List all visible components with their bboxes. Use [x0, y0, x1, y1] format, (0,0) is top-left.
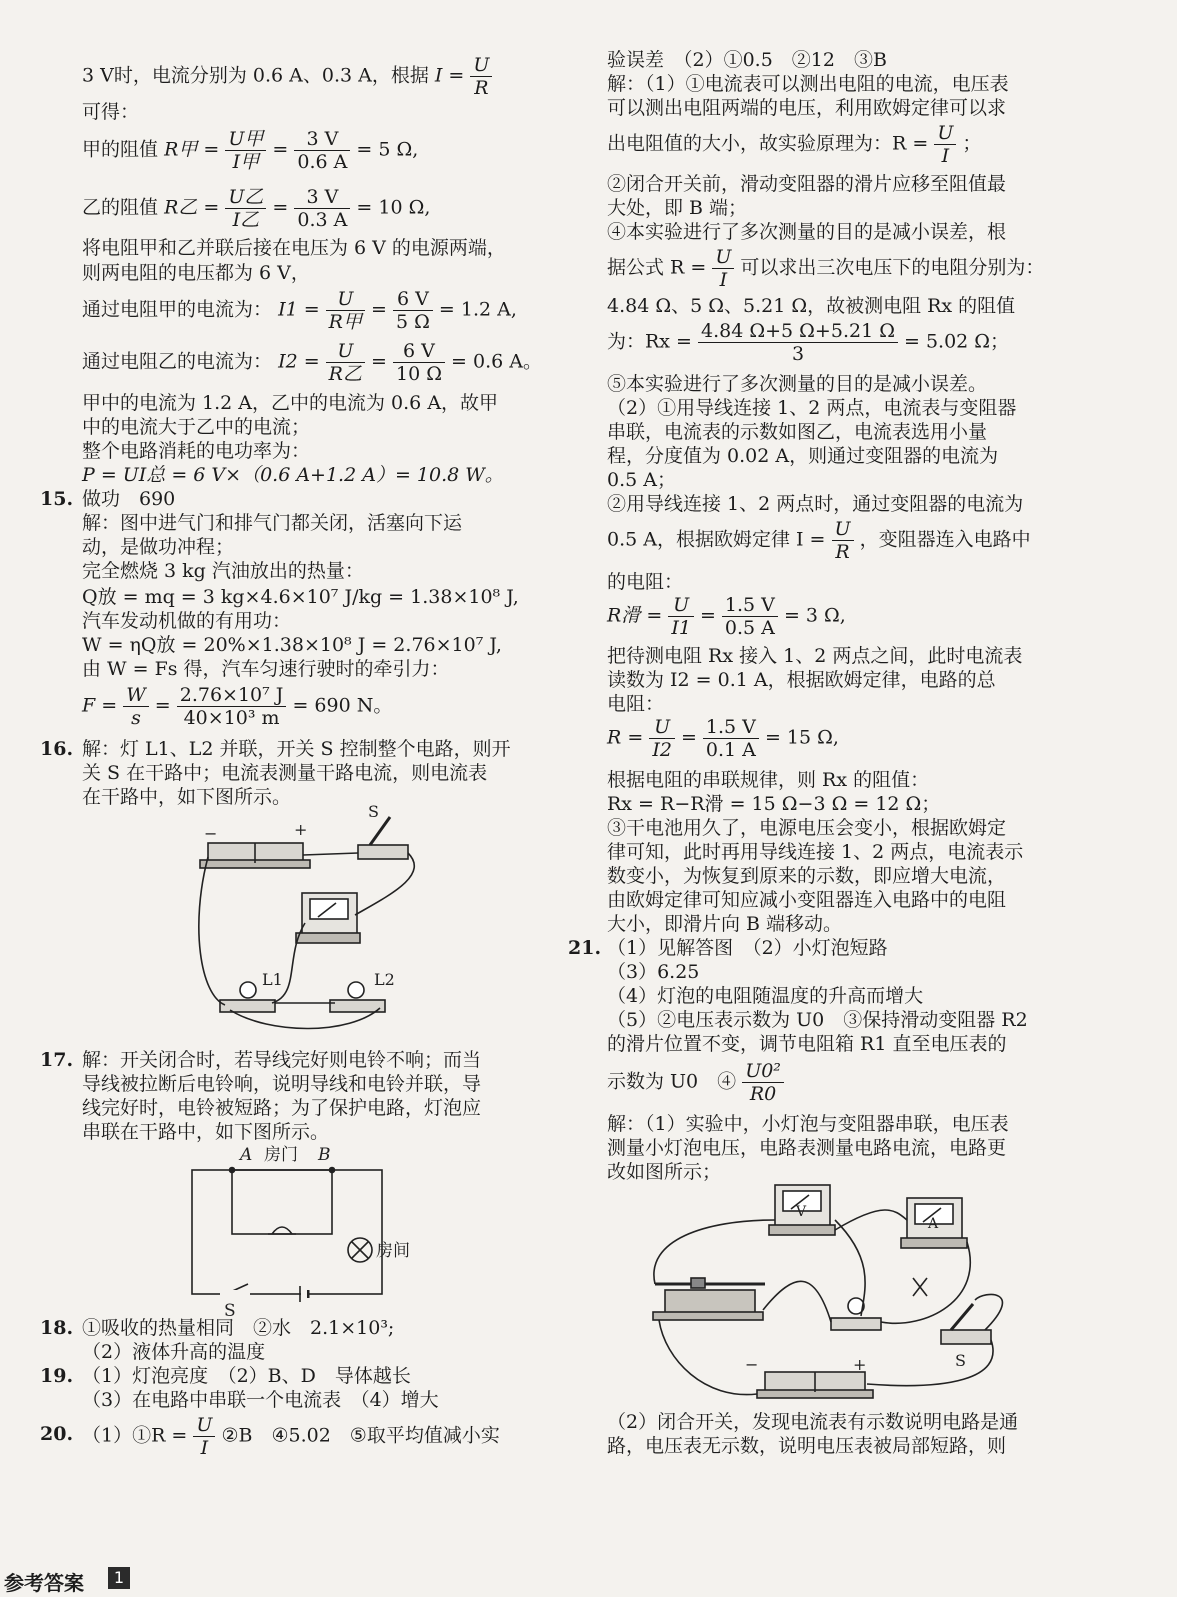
text-line: ④本实验进行了多次测量的目的是减小误差，根 — [607, 221, 1007, 243]
text-line: 路，电压表无示数，说明电压表被局部短路，则 — [607, 1435, 1007, 1457]
plus-label: + — [853, 1355, 867, 1374]
text-line: 解：（1）实验中，小灯泡与变阻器串联，电压表 — [607, 1113, 1009, 1135]
formula-line: 据公式 R = $\frac{U}{I}$ 可以求出三次电压下的电阻分别为： — [607, 246, 1045, 291]
text-line: 解：（1）①电流表可以测出电阻的电流，电压表 — [607, 73, 1009, 95]
point-b-label: B — [318, 1145, 331, 1165]
text-line: 0.5 A； — [607, 469, 676, 491]
text-line: 电阻： — [607, 693, 665, 715]
answer-line: ①吸收的热量相同 ②水 2.1×10³; — [82, 1317, 395, 1339]
door-label: 房门 — [264, 1145, 298, 1165]
room-label: 房间 — [376, 1241, 410, 1261]
voltmeter-label: V — [796, 1204, 807, 1220]
answer-line: 验误差 （2）①0.5 ②12 ③B — [607, 49, 887, 71]
circuit-figure-21 — [645, 1180, 1065, 1410]
formula-line: 通过电阻乙的电流为： I2 = $\frac{U}{\text{R乙}}$ = $\frac{6 V}{10 \Omega}$ = 0.6 A。 — [82, 340, 542, 385]
text-line: ②用导线连接 1、2 两点时，通过变阻器的电流为 — [607, 493, 1024, 515]
text-line: 程，分度值为 0.02 A，则通过变阻器的电流为 — [607, 445, 999, 467]
answer-line: 示数为 U0 ④ $\frac{\text{U0²}}{R0}$ — [607, 1060, 784, 1105]
text-line: 解：开关闭合时，若导线完好则电铃不响；而当 — [82, 1049, 482, 1071]
text-line: 根据电阻的串联规律，则 Rx 的阻值： — [607, 769, 930, 791]
text-line: ③干电池用久了，电源电压会变小，根据欧姆定 — [607, 817, 1007, 839]
text-line: 汽车发动机做的有用功： — [82, 610, 292, 632]
answer-line: （2）液体升高的温度 — [82, 1341, 266, 1363]
answer-line: （1）①R = $\frac{U}{I}$ ②B ④5.02 ⑤取平均值减小实 — [82, 1414, 500, 1459]
minus-label: − — [204, 824, 218, 843]
text-line: 由 W = Fs 得，汽车匀速行驶时的牵引力： — [82, 658, 450, 680]
text-line: 可以测出电阻两端的电压，利用欧姆定律可以求 — [607, 97, 1007, 119]
lamp-l2-label: L2 — [374, 970, 395, 989]
text-line: 3 V时，电流分别为 0.6 A、0.3 A，根据 I = $\frac{U}{R}$ — [82, 54, 492, 99]
text-line: 大小，即滑片向 B 端移动。 — [607, 913, 843, 935]
text-line: 整个电路消耗的电功率为： — [82, 440, 311, 462]
text-line: 把待测电阻 Rx 接入 1、2 两点之间，此时电流表 — [607, 645, 1023, 667]
answer-line: （4）灯泡的电阻随温度的升高而增大 — [607, 985, 924, 1007]
formula-line: 为：Rx = $\frac{4.84 \Omega+5 \Omega+5.21 \Omega}{3}$ = 5.02 Ω； — [607, 320, 1010, 365]
formula-line: 甲的阻值 R甲 = $\frac{\text{U甲}}{\text{I甲}}$ = $\frac{3 V}{0.6 A}$ = 5 Ω, — [82, 128, 419, 173]
text-line: 大处，即 B 端； — [607, 197, 748, 219]
circuit-figure-16 — [190, 805, 440, 1040]
text-line: W = ηQ放 = 20%×1.38×10⁸ J = 2.76×10⁷ J, — [82, 634, 502, 656]
text-line: 串联在干路中，如下图所示。 — [82, 1121, 330, 1143]
switch-icon — [941, 1330, 991, 1344]
question-number: 17. — [40, 1049, 74, 1071]
text-line: 甲中的电流为 1.2 A，乙中的电流为 0.6 A，故甲 — [82, 392, 499, 414]
text-line: 4.84 Ω、5 Ω、5.21 Ω，故被测电阻 Rx 的阻值 — [607, 295, 1016, 317]
question-number: 18. — [40, 1317, 74, 1339]
text-line: 律可知，此时再用导线连接 1、2 两点，电流表示 — [607, 841, 1024, 863]
text-line: Rx = R−R滑 = 15 Ω−3 Ω = 12 Ω； — [607, 793, 941, 815]
answer-line: 做功 690 — [82, 488, 176, 510]
text-line: 中的电流大于乙中的电流； — [82, 416, 311, 438]
text-line: 完全燃烧 3 kg 汽油放出的热量： — [82, 560, 364, 582]
answer-line: （1）见解答图 （2）小灯泡短路 — [607, 937, 888, 959]
formula-line: 0.5 A，根据欧姆定律 I = $\frac{U}{R}$ ，变阻器连入电路中 — [607, 518, 1031, 563]
answer-line: （1）灯泡亮度 （2）B、D 导体越长 — [82, 1365, 411, 1387]
switch-label: S — [955, 1351, 966, 1370]
question-number: 19. — [40, 1365, 74, 1387]
text-line: P = UI总 = 6 V×（0.6 A+1.2 A）= 10.8 W。 — [82, 464, 504, 486]
text-line: 将电阻甲和乙并联后接在电压为 6 V 的电源两端， — [82, 237, 506, 259]
lamp-l1-icon — [240, 982, 256, 998]
formula-line: 出电阻值的大小，故实验原理为：R = $\frac{U}{I}$ ； — [607, 122, 982, 167]
rheostat-icon — [665, 1290, 755, 1314]
answer-line: （5）②电压表示数为 U0 ③保持滑动变阻器 R2 — [607, 1009, 1028, 1031]
text-line: 关 S 在干路中；电流表测量干路电流，则电流表 — [82, 762, 488, 784]
text-line: 导线被拉断后电铃响，说明导线和电铃并联，导 — [82, 1073, 482, 1095]
page-number: 1 — [108, 1567, 130, 1589]
text-line: （2）①用导线连接 1、2 两点，电流表与变阻器 — [607, 397, 1017, 419]
switch-label: S — [224, 1301, 236, 1320]
page-footer — [0, 1563, 200, 1595]
text-line: （2）闭合开关，发现电流表有示数说明电路是通 — [607, 1411, 1019, 1433]
formula-line: F = $\frac{W}{s}$ = $\frac{\text{2.76×10⁷ J}}{\text{40×10³ m}}$ = 690 N。 — [82, 684, 393, 729]
lamp-l1-label: L1 — [262, 970, 283, 989]
bell-icon — [272, 1227, 292, 1234]
question-number: 21. — [568, 937, 602, 959]
footer-label: 参考答案 — [4, 1571, 84, 1595]
question-number: 20. — [40, 1423, 74, 1445]
text-line: 则两电阻的电压都为 6 V， — [82, 262, 310, 284]
question-number: 15. — [40, 488, 74, 510]
text-line: 在干路中，如下图所示。 — [82, 786, 292, 808]
text-line: 解：灯 L1、L2 并联，开关 S 控制整个电路，则开 — [82, 738, 511, 760]
text-line: 数变小，为恢复到原来的示数，即应增大电流， — [607, 865, 1007, 887]
plus-label: + — [294, 820, 308, 839]
lamp-l2-icon — [348, 982, 364, 998]
text-line: Q放 = mq = 3 kg×4.6×10⁷ J/kg = 1.38×10⁸ J, — [82, 586, 519, 608]
text-line: 解：图中进气门和排气门都关闭，活塞向下运 — [82, 512, 463, 534]
switch-label: S — [368, 805, 379, 821]
text-line: ⑤本实验进行了多次测量的目的是减小误差。 — [607, 373, 988, 395]
text-line: 线完好时，电铃被短路；为了保护电路，灯泡应 — [82, 1097, 482, 1119]
minus-label: − — [745, 1355, 759, 1374]
answer-line: 的滑片位置不变，调节电阻箱 R1 直至电压表的 — [607, 1033, 1007, 1055]
formula-line: R = $\frac{U}{I2}$ = $\frac{1.5 V}{0.1 A}$ = 15 Ω, — [607, 716, 839, 761]
circuit-figure-17 — [180, 1140, 440, 1320]
text-line: 读数为 I2 = 0.1 A，根据欧姆定律，电路的总 — [607, 669, 996, 691]
answer-line: （3）6.25 — [607, 961, 700, 983]
text-line: 可得： — [82, 101, 140, 123]
point-a-label: A — [240, 1145, 253, 1165]
formula-line: 通过电阻甲的电流为： I1 = $\frac{U}{\text{R甲}}$ = $\frac{6 V}{5 \Omega}$ = 1.2 A, — [82, 288, 517, 333]
question-number: 16. — [40, 738, 74, 760]
text-line: 测量小灯泡电压，电路表测量电路电流，电路更 — [607, 1137, 1007, 1159]
switch-icon — [358, 845, 408, 859]
text-line: 串联，电流表的示数如图乙，电流表选用小量 — [607, 421, 988, 443]
text-line: 动，是做功冲程； — [82, 536, 235, 558]
answer-line: （3）在电路中串联一个电流表 （4）增大 — [82, 1389, 439, 1411]
formula-line: R滑 = $\frac{U}{I1}$ = $\frac{1.5 V}{0.5 A}$ = 3 Ω, — [607, 594, 846, 639]
text-line: 改如图所示； — [607, 1161, 722, 1183]
text-line: 的电阻： — [607, 571, 684, 593]
text-line: ②闭合开关前，滑动变阻器的滑片应移至阻值最 — [607, 173, 1007, 195]
text-line: 由欧姆定律可知应减小变阻器连入电路中的电阻 — [607, 889, 1007, 911]
formula-line: 乙的阻值 R乙 = $\frac{\text{U乙}}{\text{I乙}}$ = $\frac{3 V}{0.3 A}$ = 10 Ω, — [82, 186, 431, 231]
ammeter-label: A — [928, 1216, 939, 1232]
